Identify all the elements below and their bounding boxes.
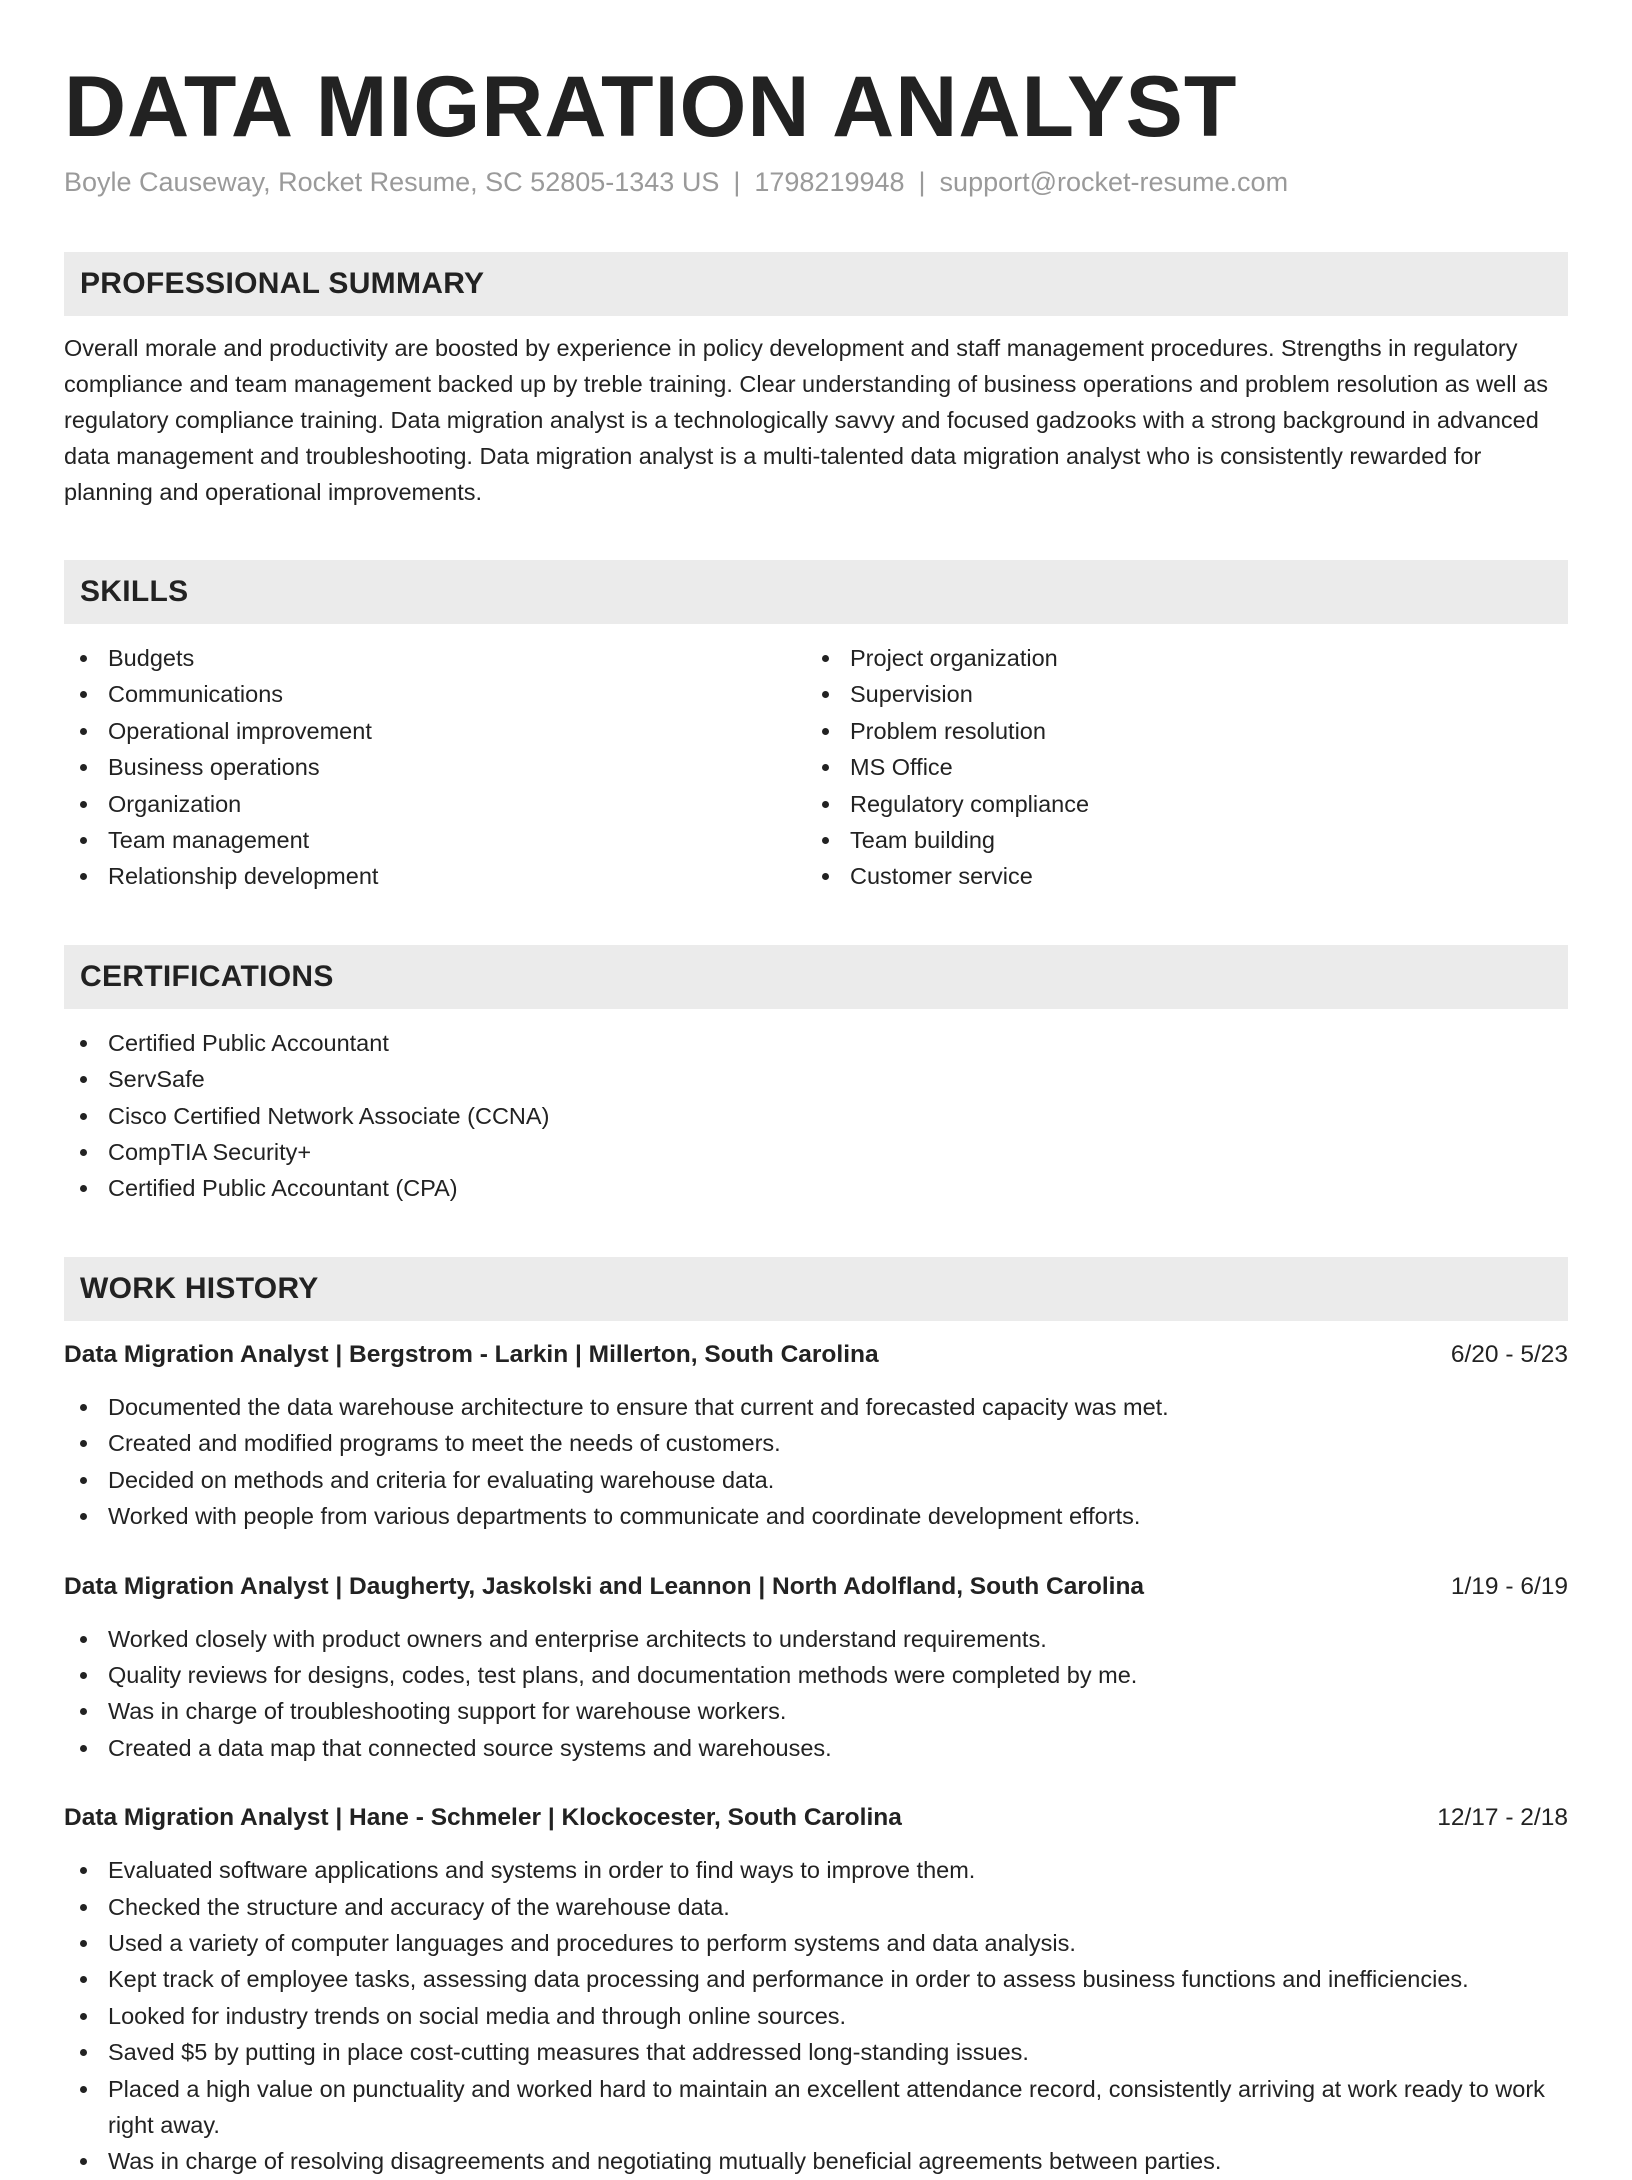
skill-item: Project organization: [806, 640, 1548, 676]
job-title: Data Migration Analyst | Daugherty, Jaskolski and Leannon | North Adolfland, South Carolina: [64, 1572, 1145, 1600]
skill-item: Relationship development: [64, 858, 806, 894]
summary-section: [64, 252, 1568, 510]
skill-item: Communications: [64, 676, 806, 712]
skills-list-right: [806, 640, 1548, 895]
skills-column-right: [806, 640, 1548, 895]
job-bullet: Was in charge of troubleshooting support for warehouse workers.: [64, 1693, 1568, 1729]
certification-item: Certified Public Accountant: [64, 1025, 1568, 1061]
bullet-icon: [80, 1672, 87, 1679]
contact-email: support@rocket-resume.com: [939, 167, 1289, 197]
skill-item: Team management: [64, 822, 806, 858]
job-dates: 6/20 - 5/23: [1450, 1340, 1568, 1368]
bullet-icon: [80, 1185, 87, 1192]
job-bullet: Checked the structure and accuracy of the warehouse data.: [64, 1889, 1568, 1925]
job-dates: 1/19 - 6/19: [1450, 1572, 1568, 1600]
job-entry: [64, 1569, 1568, 1767]
job-bullet: Decided on methods and criteria for evaluating warehouse data.: [64, 1462, 1568, 1498]
bullet-icon: [80, 2049, 87, 2056]
skill-item: Supervision: [806, 676, 1548, 712]
job-bullet: Worked with people from various departments to communicate and coordinate development efforts.: [64, 1498, 1568, 1534]
bullet-icon: [80, 1440, 87, 1447]
work-history-heading: WORK HISTORY: [64, 1257, 1568, 1321]
bullet-icon: [80, 1040, 87, 1047]
bullet-icon: [80, 1477, 87, 1484]
bullet-icon: [822, 837, 829, 844]
job-bullets: [64, 1852, 1568, 2180]
bullet-icon: [80, 1976, 87, 1983]
job-bullet: Placed a high value on punctuality and worked hard to maintain an excellent attendance record, consistently arriving at work ready to work right away.: [64, 2071, 1568, 2144]
skills-column-left: [64, 640, 806, 895]
bullet-icon: [80, 837, 87, 844]
summary-text: Overall morale and productivity are boosted by experience in policy development and staff management procedures. Strengths in regulatory compliance and team management backed up by treble training. Clear understanding of business operations and problem resolution as well as regulatory compliance training. Data migration analyst is a technologically savvy and focused gadzooks with a strong background in advanced data management and troubleshooting. Data migration analyst is a multi-talented data migration analyst who is consistently rewarded for planning and operational improvements.: [64, 335, 1548, 505]
bullet-icon: [822, 655, 829, 662]
skill-item: MS Office: [806, 749, 1548, 785]
bullet-icon: [80, 2158, 87, 2165]
bullet-icon: [80, 873, 87, 880]
bullet-icon: [822, 873, 829, 880]
skill-item: Organization: [64, 786, 806, 822]
bullet-icon: [80, 1867, 87, 1874]
job-bullet: Looked for industry trends on social media and through online sources.: [64, 1998, 1568, 2034]
contact-separator: |: [733, 167, 741, 197]
job-bullet: Evaluated software applications and systems in order to find ways to improve them.: [64, 1852, 1568, 1888]
skill-item: Budgets: [64, 640, 806, 676]
work-history-section: [64, 1257, 1568, 2180]
bullet-icon: [80, 1745, 87, 1752]
bullet-icon: [80, 1636, 87, 1643]
certification-item: Certified Public Accountant (CPA): [64, 1170, 1568, 1206]
skill-item: Team building: [806, 822, 1548, 858]
bullet-icon: [822, 691, 829, 698]
skill-item: Business operations: [64, 749, 806, 785]
skill-item: Operational improvement: [64, 713, 806, 749]
job-header: [64, 1569, 1568, 1605]
skill-item: Problem resolution: [806, 713, 1548, 749]
skill-item: Regulatory compliance: [806, 786, 1548, 822]
job-bullet: Used a variety of computer languages and procedures to perform systems and data analysis.: [64, 1925, 1568, 1961]
certification-item: ServSafe: [64, 1061, 1568, 1097]
bullet-icon: [822, 728, 829, 735]
bullet-icon: [80, 1076, 87, 1083]
job-bullet: Created a data map that connected source systems and warehouses.: [64, 1730, 1568, 1766]
bullet-icon: [80, 655, 87, 662]
contact-address: Boyle Causeway, Rocket Resume, SC 52805-1343 US: [64, 167, 720, 197]
skill-item: Customer service: [806, 858, 1548, 894]
job-header: [64, 1337, 1568, 1373]
bullet-icon: [80, 2086, 87, 2093]
job-bullet: Documented the data warehouse architecture to ensure that current and forecasted capacity was met.: [64, 1389, 1568, 1425]
certification-item: Cisco Certified Network Associate (CCNA): [64, 1098, 1568, 1134]
certifications-list: [64, 1025, 1568, 1207]
summary-heading: PROFESSIONAL SUMMARY: [64, 252, 1568, 316]
bullet-icon: [80, 1940, 87, 1947]
job-title: Data Migration Analyst | Bergstrom - Larkin | Millerton, South Carolina: [64, 1340, 879, 1368]
job-bullets: [64, 1621, 1568, 1767]
bullet-icon: [80, 1113, 87, 1120]
job-entry: [64, 1337, 1568, 1535]
resume-page: [64, 52, 1568, 2180]
skills-heading: SKILLS: [64, 560, 1568, 624]
bullet-icon: [80, 691, 87, 698]
bullet-icon: [80, 1404, 87, 1411]
job-bullet: Created and modified programs to meet the needs of customers.: [64, 1425, 1568, 1461]
contact-line: [64, 164, 1568, 200]
candidate-title: DATA MIGRATION ANALYST: [64, 59, 1238, 155]
contact-separator: |: [918, 167, 926, 197]
bullet-icon: [80, 2013, 87, 2020]
bullet-icon: [80, 1513, 87, 1520]
skills-grid: [64, 640, 1568, 895]
certifications-section: [64, 945, 1568, 1207]
job-title: Data Migration Analyst | Hane - Schmeler | Klockocester, South Carolina: [64, 1804, 902, 1832]
job-header: [64, 1800, 1568, 1836]
bullet-icon: [80, 1708, 87, 1715]
bullet-icon: [80, 1149, 87, 1156]
certifications-heading: CERTIFICATIONS: [64, 945, 1568, 1009]
bullet-icon: [80, 728, 87, 735]
job-bullet: Saved $5 by putting in place cost-cutting measures that addressed long-standing issues.: [64, 2034, 1568, 2070]
job-bullet: Worked closely with product owners and enterprise architects to understand requirements.: [64, 1621, 1568, 1657]
job-bullet: Kept track of employee tasks, assessing data processing and performance in order to assess business functions and inefficiencies.: [64, 1961, 1568, 1997]
bullet-icon: [80, 1904, 87, 1911]
contact-phone: 1798219948: [754, 167, 905, 197]
job-dates: 12/17 - 2/18: [1437, 1804, 1568, 1832]
bullet-icon: [80, 764, 87, 771]
bullet-icon: [822, 764, 829, 771]
job-entry: [64, 1800, 1568, 2180]
bullet-icon: [822, 801, 829, 808]
skills-list-left: [64, 640, 806, 895]
job-bullet: Was in charge of resolving disagreements and negotiating mutually beneficial agreements between parties.: [64, 2143, 1568, 2179]
job-bullets: [64, 1389, 1568, 1535]
skills-section: [64, 560, 1568, 895]
job-bullet: Quality reviews for designs, codes, test plans, and documentation methods were completed by me.: [64, 1657, 1568, 1693]
bullet-icon: [80, 801, 87, 808]
certification-item: CompTIA Security+: [64, 1134, 1568, 1170]
